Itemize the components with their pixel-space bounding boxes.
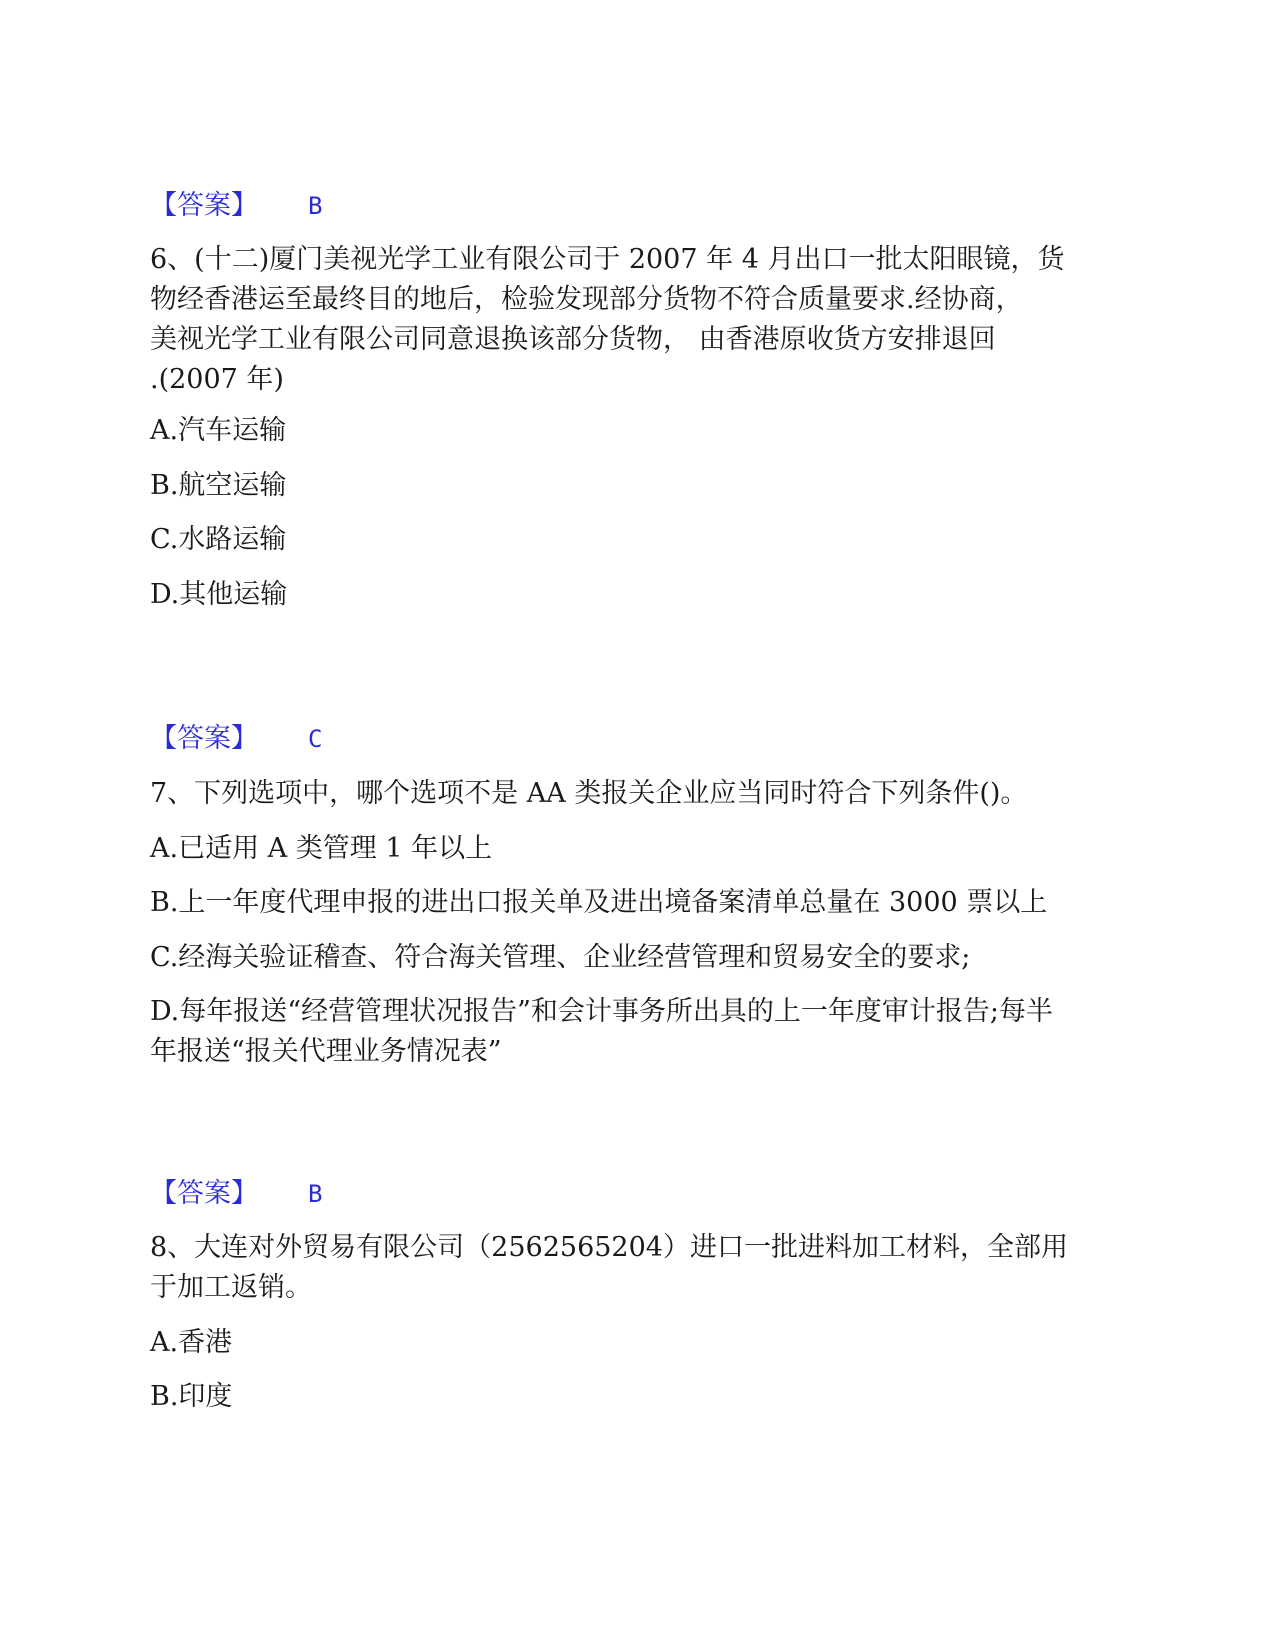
answer-value: B xyxy=(308,192,323,220)
question-line: 7、下列选项中，哪个选项不是 AA 类报关企业应当同时符合下列条件()。 xyxy=(150,778,1028,809)
option-d xyxy=(150,575,287,615)
question-line: 物经香港运至最终目的地后，检验发现部分货物不符合质量要求.经协商， xyxy=(150,284,1023,315)
option-d xyxy=(150,992,1053,1072)
question-8 xyxy=(150,1228,1110,1308)
option-text: D.其他运输 xyxy=(150,579,288,610)
option-text: A.汽车运输 xyxy=(150,415,287,446)
answer-label: 【答案】 xyxy=(150,723,258,754)
option-text: A.已适用 A 类管理 1 年以上 xyxy=(150,833,493,864)
option-c xyxy=(150,938,970,978)
answer-line xyxy=(150,1174,322,1214)
question-line: 于加工返销。 xyxy=(150,1272,312,1303)
question-line: 美视光学工业有限公司同意退换该部分货物， 由香港原收货方安排退回 xyxy=(150,324,996,355)
option-b xyxy=(150,466,286,506)
answer-value: C xyxy=(308,725,323,753)
option-text: A.香港 xyxy=(150,1327,233,1358)
answer-label: 【答案】 xyxy=(150,190,258,221)
question-6 xyxy=(150,240,1110,400)
question-line: .(2007 年) xyxy=(150,364,284,395)
option-a xyxy=(150,829,492,869)
option-text: C.水路运输 xyxy=(150,524,287,555)
question-7 xyxy=(150,774,1110,814)
option-b xyxy=(150,883,1047,923)
option-text: 年报送“报关代理业务情况表” xyxy=(150,1036,502,1067)
answer-value: B xyxy=(308,1180,323,1208)
answer-label: 【答案】 xyxy=(150,1178,258,1209)
question-line: 6、(十二)厦门美视光学工业有限公司于 2007 年 4 月出口一批太阳眼镜，货 xyxy=(150,244,1065,275)
option-text: B.上一年度代理申报的进出口报关单及进出境备案清单总量在 3000 票以上 xyxy=(150,887,1048,918)
option-a xyxy=(150,1323,232,1363)
option-text: D.每年报送“经营管理状况报告”和会计事务所出具的上一年度审计报告;每半 xyxy=(150,996,1053,1027)
answer-line xyxy=(150,186,322,226)
question-line: 8、大连对外贸易有限公司（2562565204）进口一批进料加工材料，全部用 xyxy=(150,1232,1068,1263)
option-b xyxy=(150,1377,232,1417)
answer-line xyxy=(150,719,322,759)
option-text: B.航空运输 xyxy=(150,470,287,501)
option-text: B.印度 xyxy=(150,1381,233,1412)
option-text: C.经海关验证稽查、符合海关管理、企业经营管理和贸易安全的要求; xyxy=(150,942,971,973)
option-c xyxy=(150,520,286,560)
option-a xyxy=(150,411,286,451)
